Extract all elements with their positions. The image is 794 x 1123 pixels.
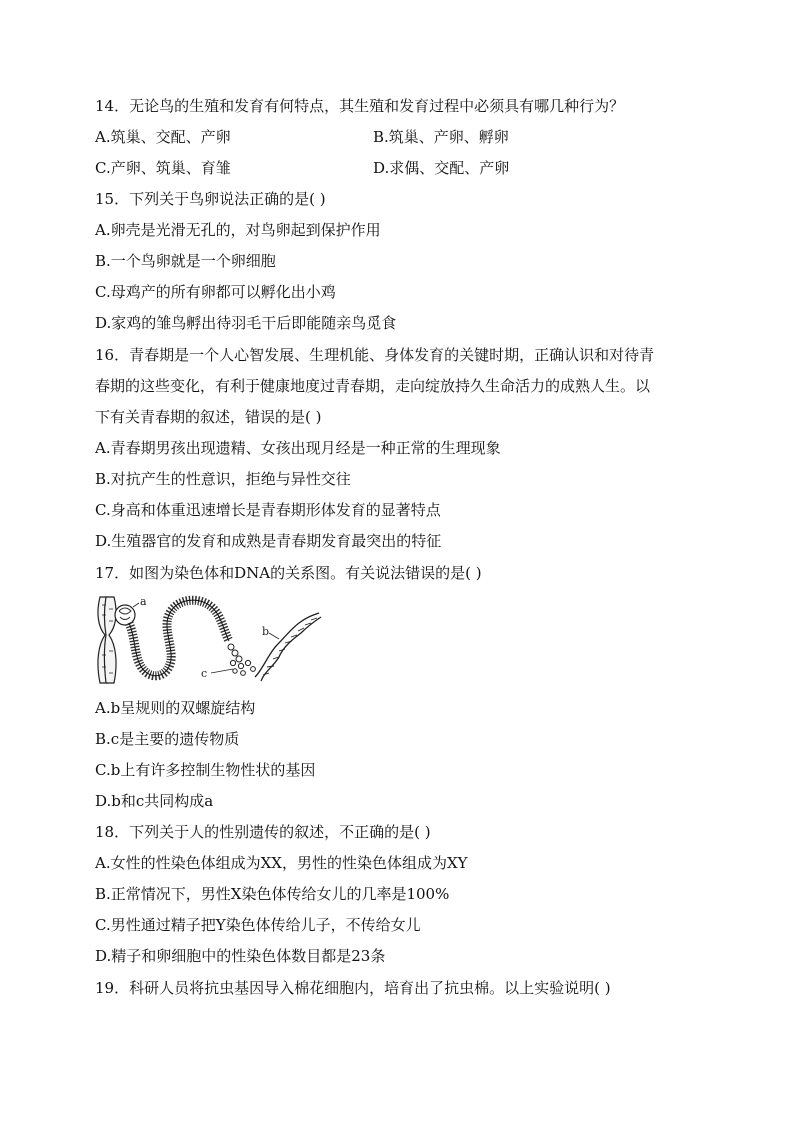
- question-18-option-b: B.正常情况下，男性X染色体传给女儿的几率是100%: [95, 885, 450, 903]
- label-a-leader: [133, 603, 139, 607]
- question-16-stem-line-3: 下有关青春期的叙述，错误的是( ): [95, 408, 322, 426]
- question-17-option-d: D.b和c共同构成a: [95, 792, 214, 810]
- question-15-option-d: D.家鸡的雏鸟孵出待羽毛干后即能随亲鸟觅食: [95, 314, 397, 332]
- question-14-option-a: A.筑巢、交配、产卵: [95, 128, 231, 146]
- figure-label-c: c: [201, 667, 208, 680]
- question-14-option-d: D.求偶、交配、产卵: [373, 159, 510, 177]
- question-17-option-a: A.b呈规则的双螺旋结构: [95, 699, 256, 717]
- question-16-option-c: C.身高和体重迅速增长是青春期形体发育的显著特点: [95, 501, 441, 519]
- question-16-option-b: B.对抗产生的性意识，拒绝与异性交往: [95, 470, 351, 488]
- question-15-option-a: A.卵壳是光滑无孔的，对鸟卵起到保护作用: [95, 221, 381, 239]
- question-16-option-d: D.生殖器官的发育和成熟是青春期发育最突出的特征: [95, 532, 442, 550]
- question-15-option-b: B.一个鸟卵就是一个卵细胞: [95, 252, 276, 270]
- question-16-stem-line-2: 春期的这些变化，有利于健康地度过青春期，走向绽放持久生命活力的成熟人生。以: [95, 377, 651, 395]
- question-18-stem: 18．下列关于人的性别遗传的叙述，不正确的是( ): [95, 823, 431, 841]
- chromatin-coil: [129, 600, 229, 676]
- question-17-option-c: C.b上有许多控制生物性状的基因: [95, 761, 316, 779]
- question-17-option-b: B.c是主要的遗传物质: [95, 730, 240, 748]
- chromosome-dna-figure: [93, 593, 333, 687]
- question-18-option-c: C.男性通过精子把Y染色体传给儿子，不传给女儿: [95, 916, 421, 934]
- question-18-option-d: D.精子和卵细胞中的性染色体数目都是23条: [95, 947, 386, 965]
- question-19-stem: 19．科研人员将抗虫基因导入棉花细胞内，培育出了抗虫棉。以上实验说明( ): [95, 979, 611, 997]
- question-14-stem: 14．无论鸟的生殖和发育有何特点，其生殖和发育过程中必须具有哪几种行为？: [95, 97, 625, 115]
- question-18-option-a: A.女性的性染色体组成为XX，男性的性染色体组成为XY: [95, 854, 468, 872]
- nucleosome-beads: [228, 644, 255, 675]
- dna-double-helix: [255, 613, 321, 681]
- question-15-option-c: C.母鸡产的所有卵都可以孵化出小鸡: [95, 283, 336, 301]
- figure-label-a: a: [140, 595, 147, 608]
- chromosome-dna-diagram: [93, 593, 333, 687]
- question-14-option-c: C.产卵、筑巢、育雏: [95, 159, 231, 177]
- question-15-stem: 15．下列关于鸟卵说法正确的是( ): [95, 190, 326, 208]
- question-14-option-b: B.筑巢、产卵、孵卵: [373, 128, 509, 146]
- question-16-option-a: A.青春期男孩出现遗精、女孩出现月经是一种正常的生理现象: [95, 439, 501, 457]
- label-b-leader: [269, 633, 279, 639]
- question-16-stem-line-1: 16．青春期是一个人心智发展、生理机能、身体发育的关键时期，正确认识和对待青: [95, 346, 655, 364]
- figure-label-b: b: [262, 625, 270, 638]
- question-17-stem: 17．如图为染色体和DNA的关系图。有关说法错误的是( ): [95, 564, 482, 582]
- label-c-leader: [211, 669, 233, 673]
- chromosome-shape: [98, 597, 116, 683]
